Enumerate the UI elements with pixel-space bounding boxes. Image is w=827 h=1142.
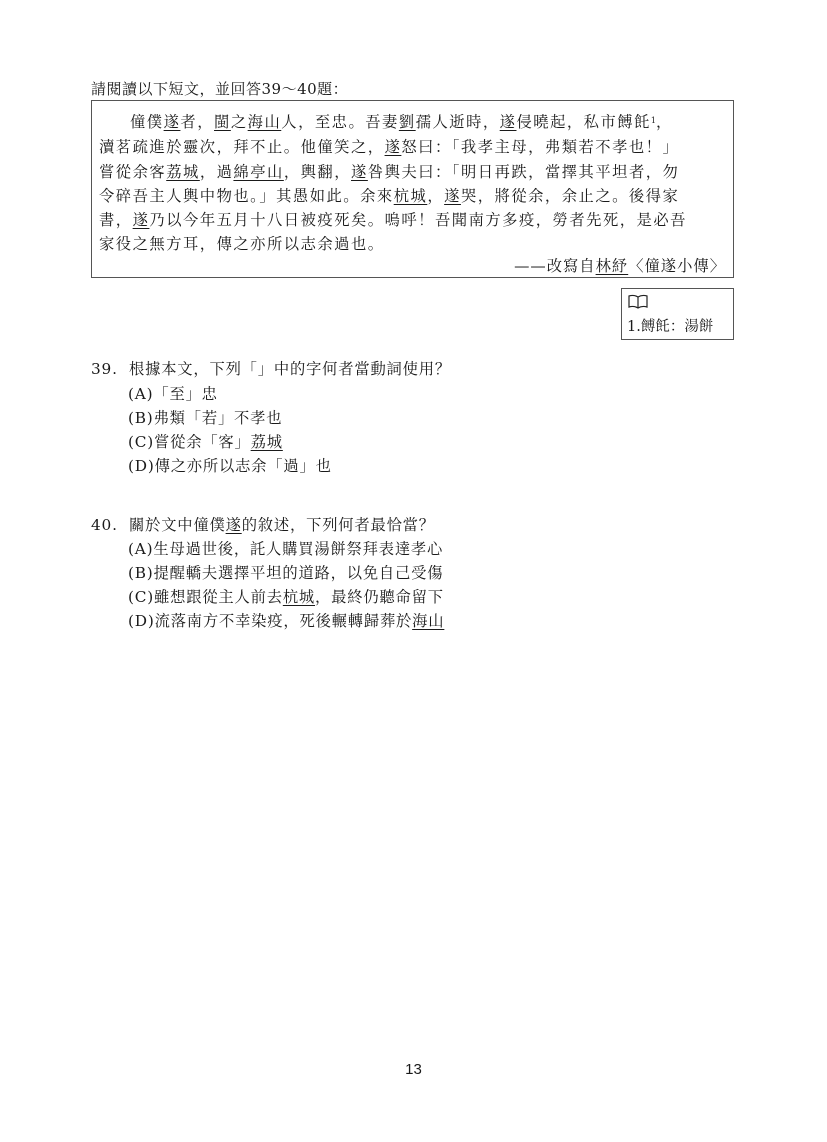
option-text: (D)流落南方不幸染疫，死後輾轉歸葬於 [128, 612, 413, 630]
text: 〈僮遂小傳〉 [628, 257, 726, 275]
text: 哭，將從余，余止之。後得家 [460, 187, 680, 205]
author-name: 林紓 [595, 257, 629, 275]
proper-name: 閩 [214, 113, 231, 131]
option-39-a[interactable] [128, 382, 218, 404]
option-40-c[interactable] [128, 585, 444, 607]
passage-line-2 [99, 135, 679, 157]
proper-name: 遂 [163, 113, 181, 131]
text: ， [655, 113, 673, 131]
question-stem [129, 516, 435, 534]
option-text: (A)「至」忠 [128, 385, 218, 403]
proper-name: 海山 [247, 113, 282, 131]
text: ，輿翻， [283, 163, 352, 181]
book-icon [628, 294, 648, 309]
question-39 [91, 357, 451, 379]
option-text: ，最終仍聽命留下 [315, 588, 444, 606]
option-text: (B)弗類「若」不孝也 [128, 409, 283, 427]
text: ——改寫自 [514, 257, 596, 275]
option-text: (C)嘗從余「客」 [128, 433, 251, 451]
passage-source [514, 254, 726, 276]
option-text: (D)傳之亦所以志余「過」也 [128, 457, 332, 475]
proper-name: 海山 [412, 612, 445, 630]
proper-name: 杭城 [393, 187, 428, 205]
text: 瀆茗疏進於靈次，拜不止。他僮笑之， [99, 138, 385, 156]
option-39-b[interactable] [128, 406, 282, 428]
proper-name: 遂 [351, 163, 368, 181]
text: 者， [180, 113, 215, 131]
text: 關於文中僮僕 [129, 516, 226, 534]
text: 書， [99, 211, 133, 229]
text: 乃以今年五月十八日被疫死矣。嗚呼！吾聞南方多疫，勞者先死，是必吾 [149, 211, 687, 229]
proper-name: 劉 [398, 113, 416, 131]
passage-line-6 [99, 232, 385, 254]
text: 的敘述，下列何者最恰當？ [241, 516, 435, 534]
proper-name: 遂 [444, 187, 461, 205]
option-text: (C)雖想跟從主人前去 [128, 588, 283, 606]
passage-line-5 [99, 208, 687, 230]
question-stem: 根據本文，下列「」中的字何者當動詞使用？ [129, 360, 451, 378]
text: 僮僕 [130, 113, 164, 131]
proper-name: 遂 [132, 211, 150, 229]
proper-name: 遂 [384, 138, 402, 156]
proper-name: 荔城 [250, 433, 283, 451]
passage-line-3 [99, 160, 679, 182]
text: 嘗從余客 [99, 163, 167, 181]
option-39-c[interactable] [128, 430, 283, 452]
text: 人，至忠。吾妻 [281, 113, 399, 131]
proper-name: 杭城 [282, 588, 316, 606]
proper-name: 綿亭山 [233, 163, 284, 181]
option-40-d[interactable] [128, 609, 444, 631]
text: 令碎吾主人輿中物也。」其愚如此。余來 [99, 187, 394, 205]
passage-line-1 [99, 110, 673, 132]
option-text: (A)生母過世後，託人購買湯餅祭拜表達孝心 [128, 540, 444, 558]
text: 咎輿夫曰：「明日再跌，當擇其平坦者，勿 [367, 163, 680, 181]
text: ，過 [199, 163, 234, 181]
question-40 [91, 513, 435, 535]
text: ， [427, 187, 445, 205]
option-text: (B)提醒轎夫選擇平坦的道路，以免自己受傷 [128, 564, 444, 582]
question-number: 39. [91, 360, 118, 378]
text: 家役之無方耳，傳之亦所以志余過也。 [99, 235, 385, 253]
proper-name: 遂 [225, 516, 242, 534]
text: 侵曉起，私市餺飥 [516, 113, 651, 131]
question-number: 40. [91, 516, 118, 534]
text: 孺人逝時， [415, 113, 500, 131]
proper-name: 遂 [499, 113, 517, 131]
option-39-d[interactable] [128, 454, 332, 476]
page-number: 13 [405, 1061, 422, 1078]
passage-line-4 [99, 184, 679, 206]
reading-instruction: 請閱讀以下短文，並回答39～40題： [91, 80, 349, 98]
footnote-marker: 1 [650, 116, 656, 125]
option-40-a[interactable] [128, 537, 443, 559]
passage-box [91, 100, 734, 278]
text: 怒曰：「我孝主母，弗類若不孝也！」 [401, 138, 680, 156]
proper-name: 荔城 [166, 163, 200, 181]
text: 之 [230, 113, 248, 131]
footnote-box [621, 288, 734, 340]
option-40-b[interactable] [128, 561, 443, 583]
footnote-text: 1.餺飥：湯餅 [627, 319, 714, 335]
